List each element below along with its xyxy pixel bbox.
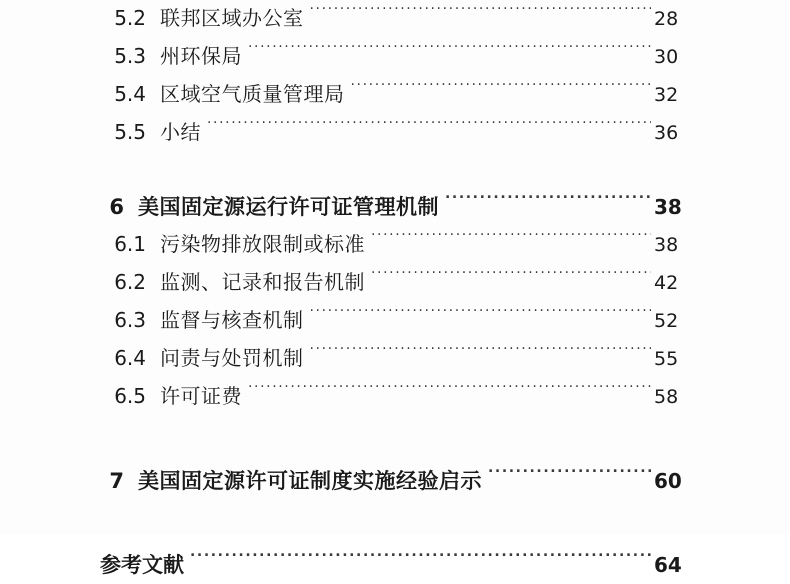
toc-entry-5-3[interactable] — [100, 38, 682, 76]
toc-leader-dots — [371, 231, 651, 251]
toc-entry-5-4[interactable] — [100, 76, 682, 114]
toc-entry-title: 污染物排放限制或标准 — [160, 232, 365, 256]
toc-leader-dots — [248, 383, 651, 403]
section-spacer — [0, 416, 790, 462]
toc-entry-6-1[interactable] — [100, 226, 682, 264]
toc-entry-title: 参考文献 — [100, 553, 184, 577]
toc-entry-number: 5.5 — [114, 120, 146, 144]
toc-entry-references[interactable] — [100, 546, 682, 584]
section-spacer — [0, 500, 790, 546]
toc-entry-6-5[interactable] — [100, 378, 682, 416]
toc-leader-dots — [371, 269, 651, 289]
toc-page-number: 64 — [654, 553, 682, 577]
toc-group-references — [0, 546, 790, 584]
toc-entry-title: 美国固定源许可证制度实施经验启示 — [138, 469, 482, 493]
toc-entry-number: 6 — [109, 195, 124, 219]
toc-entry-number: 6.3 — [114, 308, 146, 332]
toc-leader-dots — [310, 345, 652, 365]
toc-entry-title: 小结 — [160, 120, 201, 144]
toc-group-7 — [0, 462, 790, 500]
toc-page-number: 32 — [654, 84, 679, 106]
toc-page-number: 52 — [654, 310, 679, 332]
toc-leader-dots — [248, 43, 651, 63]
toc-page-number: 38 — [654, 234, 679, 256]
toc-entry-title: 美国固定源运行许可证管理机制 — [138, 195, 439, 219]
toc-leader-dots — [310, 5, 652, 25]
toc-entry-number: 6.1 — [114, 232, 146, 256]
toc-leader-dots — [310, 307, 652, 327]
toc-page-number: 30 — [654, 46, 679, 68]
toc-leader-dots — [351, 81, 652, 101]
toc-leader-dots — [190, 551, 651, 572]
toc-leader-dots — [445, 193, 651, 214]
toc-entry-5-5[interactable] — [100, 114, 682, 152]
toc-entry-title: 监督与核查机制 — [160, 308, 304, 332]
toc-leader-dots — [488, 467, 651, 488]
toc-page-number: 38 — [654, 195, 682, 219]
toc-entry-chapter-6[interactable] — [100, 188, 682, 226]
toc-entry-6-2[interactable] — [100, 264, 682, 302]
toc-group-6 — [0, 188, 790, 416]
toc-entry-title: 区域空气质量管理局 — [160, 82, 345, 106]
section-spacer — [0, 152, 790, 188]
toc-entry-number: 6.5 — [114, 384, 146, 408]
toc-entry-number: 5.3 — [114, 44, 146, 68]
toc-page-number: 55 — [654, 348, 679, 370]
toc-group-5 — [0, 0, 790, 152]
toc-page-number: 42 — [654, 272, 679, 294]
toc-entry-number: 5.2 — [114, 6, 146, 30]
toc-entry-number: 7 — [109, 469, 124, 493]
toc-page-number: 58 — [654, 386, 679, 408]
toc-page-number: 36 — [654, 122, 679, 144]
toc-entry-title: 问责与处罚机制 — [160, 346, 304, 370]
toc-entry-number: 6.4 — [114, 346, 146, 370]
toc-entry-title: 许可证费 — [160, 384, 242, 408]
toc-entry-5-2[interactable] — [100, 0, 682, 38]
toc-page-number: 28 — [654, 8, 679, 30]
toc-entry-chapter-7[interactable] — [100, 462, 682, 500]
toc-page-number: 60 — [654, 469, 682, 493]
toc-entry-title: 监测、记录和报告机制 — [160, 270, 365, 294]
toc-entry-6-4[interactable] — [100, 340, 682, 378]
toc-leader-dots — [207, 119, 651, 139]
toc-entry-number: 6.2 — [114, 270, 146, 294]
toc-entry-6-3[interactable] — [100, 302, 682, 340]
toc-entry-title: 州环保局 — [160, 44, 242, 68]
toc-entry-number: 5.4 — [114, 82, 146, 106]
toc-entry-title: 联邦区域办公室 — [160, 6, 304, 30]
